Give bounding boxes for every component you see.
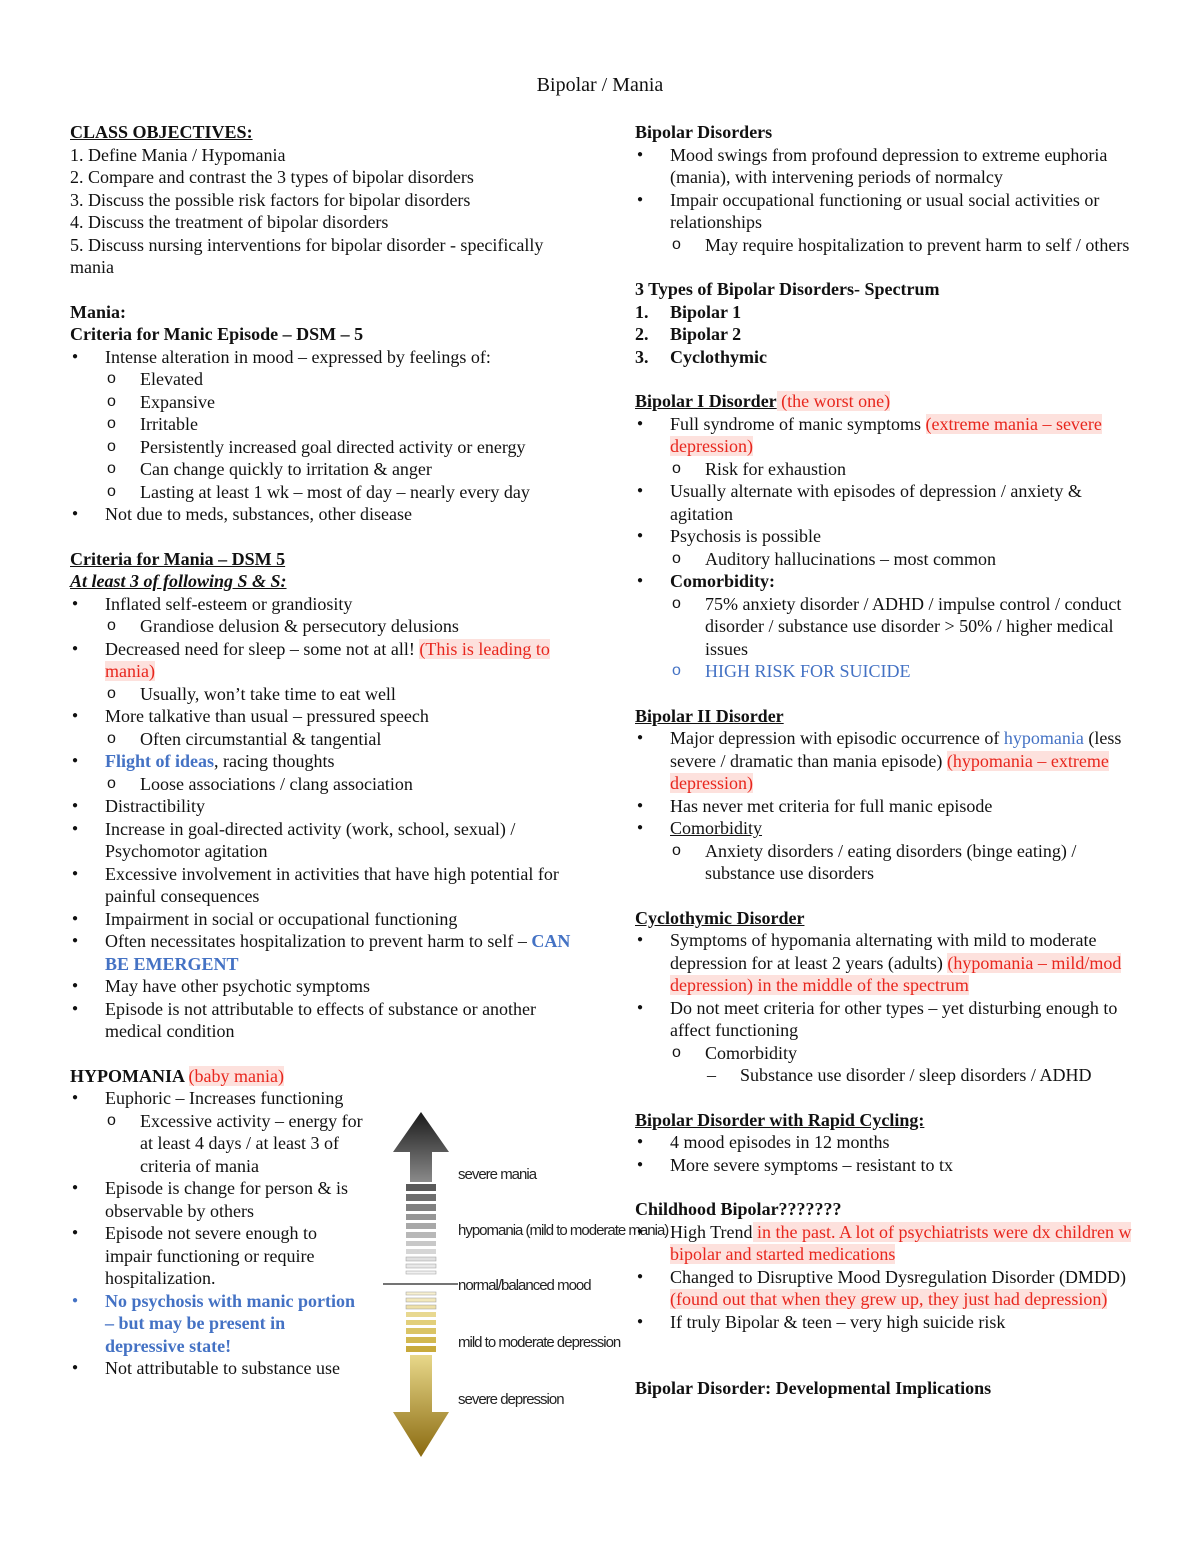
rapid-cycling-list: [635, 1131, 1135, 1176]
types-list: [635, 301, 1135, 369]
red-note: (extreme mania – severe depression): [670, 413, 1102, 456]
sub-item: o Can change quickly to irritation & anger: [105, 458, 590, 481]
red-note: (found out that when they grew up, they just had depression): [670, 1289, 1108, 1309]
sublist: [670, 458, 1135, 481]
scale-bar: [406, 1312, 436, 1317]
types-heading: 3 Types of Bipolar Disorders- Spectrum: [635, 279, 940, 299]
objective-item: 5. Discuss nursing interventions for bipolar disorder - specifically mania: [70, 234, 544, 277]
sublist: [105, 728, 590, 751]
list-item-text: (less severe / dramatic than mania episode): [670, 728, 1122, 771]
criteria-section: [70, 548, 590, 1043]
mood-sublist: [105, 368, 590, 503]
scale-bar: [406, 1337, 436, 1343]
list-item: ● No psychosis with manic portion – but may be present in depressive state!: [70, 1290, 365, 1358]
sub-item: o 75% anxiety disorder / ADHD / impulse control / conduct disorder / substance use disorder > 50% / higher medical issues: [670, 593, 1135, 661]
list-item-text: Changed to Disruptive Mood Dysregulation Disorder (DMDD): [670, 1266, 1126, 1287]
list-item-text: Psychosis is possible: [670, 526, 822, 546]
sub-item: o Risk for exhaustion: [670, 458, 1135, 481]
bipolar-disorders-list: [635, 144, 1135, 257]
criteria-subheading: At least 3 of following S & S:: [70, 571, 287, 591]
bipolar-1-title: Bipolar I Disorder: [635, 391, 777, 411]
right-column: [635, 121, 1135, 1400]
bipolar-disorders-heading: Bipolar Disorders: [635, 122, 773, 142]
bipolar-2-list: [635, 727, 1135, 885]
bipolar-1-section: [635, 390, 1135, 683]
sub-item: o Elevated: [105, 368, 590, 391]
rapid-cycling-section: [635, 1109, 1135, 1177]
down-arrow-head: [393, 1355, 449, 1457]
sub-item: o Auditory hallucinations – most common: [670, 548, 1135, 571]
label-normal-mood: normal/balanced mood: [458, 1277, 591, 1294]
list-item: ● Episode is not attributable to effects of substance or another medical condition: [70, 998, 590, 1043]
sublist: [670, 234, 1135, 257]
list-item: [635, 570, 1135, 683]
list-item-text: Impair occupational functioning or usual social activities or relationships: [670, 189, 1100, 232]
hypomania-text: [70, 1065, 365, 1380]
list-item: [70, 593, 590, 638]
sublist: [670, 548, 1135, 571]
scale-bar: [406, 1271, 436, 1274]
list-item: ● 4 mood episodes in 12 months: [635, 1131, 1135, 1154]
sub-sublist: [705, 1064, 1135, 1087]
type-label: Bipolar 2: [670, 324, 742, 344]
sub-item: o HIGH RISK FOR SUICIDE: [670, 660, 1135, 683]
objectives-list: [70, 144, 590, 279]
scale-bar: [406, 1292, 436, 1295]
scale-bar: [406, 1264, 436, 1268]
list-item: [70, 638, 590, 706]
red-note: (hypomania – extreme depression): [670, 750, 1109, 793]
list-item: ● Episode not severe enough to impair functioning or require hospitalization.: [70, 1222, 365, 1290]
list-item: ● Impairment in social or occupational functioning: [70, 908, 590, 931]
scale-bar: [406, 1194, 436, 1201]
sublist: [105, 1110, 365, 1178]
list-item: ● Increase in goal-directed activity (work, school, sexual) / Psychomotor agitation: [70, 818, 590, 863]
objective-item: 3. Discuss the possible risk factors for bipolar disorders: [70, 189, 471, 210]
type-label: Bipolar 1: [670, 301, 742, 322]
list-item: [70, 930, 590, 975]
list-item-text: Full syndrome of manic symptoms: [670, 413, 926, 434]
mood-spectrum-arrow: [383, 1112, 669, 1467]
blue-emphasis: Flight of ideas: [105, 751, 215, 771]
document-title: Bipolar / Mania: [536, 74, 664, 96]
list-item: ● More severe symptoms – resistant to tx: [635, 1154, 1135, 1177]
list-item: [635, 997, 1135, 1087]
list-item: ● Usually alternate with episodes of depression / anxiety & agitation: [635, 480, 1135, 525]
criteria-heading: Criteria for Mania – DSM 5: [70, 548, 286, 569]
list-item-text: Intense alteration in mood – expressed by feelings of:: [105, 346, 491, 367]
sub-item: o Loose associations / clang association: [105, 773, 590, 796]
list-item: [635, 929, 1135, 997]
childhood-list: [635, 1221, 1135, 1334]
sub-sub-item: – Substance use disorder / sleep disorders / ADHD: [705, 1064, 1135, 1087]
bipolar-1-list: [635, 413, 1135, 683]
sublist: [105, 773, 590, 796]
scale-bar: [406, 1204, 436, 1211]
label-mild-depression: mild to moderate depression: [458, 1334, 621, 1351]
list-item: ● If truly Bipolar & teen – very high suicide risk: [635, 1311, 1135, 1334]
red-note: (hypomania – mild/mod depression) in the middle of the spectrum: [670, 952, 1122, 995]
scale-bar: [406, 1305, 436, 1309]
bipolar-disorders-section: [635, 121, 1135, 256]
list-item-text: Decreased need for sleep – some not at all!: [105, 638, 420, 659]
label-severe-mania: severe mania: [458, 1166, 537, 1183]
childhood-heading: Childhood Bipolar???????: [635, 1199, 842, 1219]
red-note: (baby mania): [188, 1065, 284, 1086]
bipolar-2-heading: Bipolar II Disorder: [635, 705, 784, 726]
developmental-heading: Bipolar Disorder: Developmental Implications: [635, 1378, 992, 1398]
list-item: [70, 1087, 365, 1177]
list-item-text: Comorbidity: [670, 818, 763, 838]
sublist: [105, 683, 590, 706]
objective-item: 1. Define Mania / Hypomania: [70, 144, 286, 165]
list-item: [70, 346, 590, 504]
list-item-text: Often necessitates hospitalization to prevent harm to self –: [105, 931, 532, 951]
list-item: ● Not due to meds, substances, other disease: [70, 503, 590, 526]
scale-bar: [406, 1257, 436, 1261]
list-item: [635, 727, 1135, 795]
list-item: [635, 525, 1135, 570]
scale-bar: [406, 1223, 436, 1229]
type-number: 3.: [635, 346, 649, 367]
sublist: [670, 593, 1135, 683]
hypomania-title: HYPOMANIA: [70, 1065, 184, 1086]
sublist: [105, 615, 590, 638]
bipolar-2-section: [635, 705, 1135, 885]
list-item-text: Major depression with episodic occurrence of: [670, 728, 1004, 748]
scale-bar: [406, 1320, 436, 1325]
scale-bar: [406, 1184, 436, 1191]
cyclothymic-list: [635, 929, 1135, 1087]
scale-bar: [406, 1214, 436, 1220]
types-section: [635, 278, 1135, 368]
scale-bar: [406, 1328, 436, 1334]
up-arrow-head: [393, 1112, 449, 1182]
scale-bar: [406, 1232, 436, 1238]
scale-bar: [406, 1298, 436, 1302]
sub-item: o Excessive activity – energy for at least 4 days / at least 3 of criteria of mania: [105, 1110, 365, 1178]
sub-item: o Irritable: [105, 413, 590, 436]
bipolar-1-heading: [635, 390, 1135, 413]
red-note: (This is leading to mania): [105, 638, 550, 681]
manic-episode-heading: Criteria for Manic Episode – DSM – 5: [70, 324, 364, 344]
list-item: [70, 750, 590, 795]
type-item: [635, 301, 1135, 324]
list-item: ● Distractibility: [70, 795, 590, 818]
sub-item: o Anxiety disorders / eating disorders (binge eating) / substance use disorders: [670, 840, 1135, 885]
list-item-text: Symptoms of hypomania alternating with mild to moderate depression for at least 2 years (adults): [670, 930, 1097, 973]
list-item-text: High Trend: [670, 1221, 753, 1242]
list-item-text: , racing thoughts: [214, 751, 335, 771]
type-item: [635, 323, 1135, 346]
scale-bar: [406, 1241, 436, 1246]
list-item-text: Do not meet criteria for other types – yet disturbing enough to affect functioning: [670, 997, 1118, 1040]
blue-emphasis: CAN BE EMERGENT: [105, 931, 571, 974]
list-item-text: Euphoric – Increases functioning: [105, 1088, 344, 1108]
cyclothymic-heading: Cyclothymic Disorder: [635, 907, 805, 928]
list-item: ● May have other psychotic symptoms: [70, 975, 590, 998]
red-note: in the past. A lot of psychiatrists were dx children w bipolar and started medications: [670, 1221, 1132, 1264]
objective-item: 2. Compare and contrast the 3 types of bipolar disorders: [70, 167, 474, 187]
list-item: ● Episode is change for person & is observable by others: [70, 1177, 365, 1222]
list-item: ● Not attributable to substance use: [70, 1357, 365, 1380]
list-item: ● Has never met criteria for full manic episode: [635, 795, 1135, 818]
type-number: 1.: [635, 301, 649, 322]
sub-item: [670, 1042, 1135, 1087]
list-item: ● Mood swings from profound depression to extreme euphoria (mania), with intervening periods of normalcy: [635, 144, 1135, 189]
sub-item: o Persistently increased goal directed activity or energy: [105, 436, 590, 459]
mania-heading: Mania:: [70, 301, 126, 322]
sub-item: o Usually, won’t take time to eat well: [105, 683, 590, 706]
label-severe-depression: severe depression: [458, 1391, 564, 1408]
hypomania-list: [70, 1087, 365, 1380]
objectives-section: [70, 121, 590, 279]
scale-bar: [406, 1346, 436, 1352]
type-item: [635, 346, 1135, 369]
objectives-heading: CLASS OBJECTIVES:: [70, 122, 253, 142]
list-item: [635, 817, 1135, 885]
cyclothymic-section: [635, 907, 1135, 1087]
sublist: [670, 840, 1135, 885]
objective-item: 4. Discuss the treatment of bipolar disorders: [70, 212, 389, 232]
sub-item: o Often circumstantial & tangential: [105, 728, 590, 751]
sub-item: o Lasting at least 1 wk – most of day – nearly every day: [105, 481, 590, 504]
type-label: Cyclothymic: [670, 346, 767, 367]
mania-section: [70, 301, 590, 526]
list-item: [635, 1266, 1135, 1311]
childhood-section: [635, 1198, 1135, 1333]
scale-bar: [406, 1249, 436, 1254]
type-number: 2.: [635, 324, 649, 344]
list-item-text: Comorbidity:: [670, 571, 775, 591]
mania-list: [70, 346, 590, 526]
sub-item-text: Comorbidity: [705, 1042, 798, 1063]
sublist: [670, 1042, 1135, 1087]
list-item: [70, 705, 590, 750]
sub-item: o May require hospitalization to prevent harm to self / others: [670, 234, 1135, 257]
sub-item: o Grandiose delusion & persecutory delusions: [105, 615, 590, 638]
label-hypomania: hypomania (mild to moderate mania): [458, 1222, 669, 1239]
criteria-list: [70, 593, 590, 1043]
hypomania-heading: [70, 1065, 365, 1088]
list-item: [635, 189, 1135, 257]
sub-item: o Expansive: [105, 391, 590, 414]
rapid-cycling-heading: Bipolar Disorder with Rapid Cycling:: [635, 1109, 925, 1130]
list-item: [635, 1221, 1135, 1266]
red-note: (the worst one): [776, 391, 891, 411]
list-item: ● Excessive involvement in activities that have high potential for painful consequences: [70, 863, 590, 908]
list-item-text: More talkative than usual – pressured speech: [105, 706, 429, 726]
list-item: [635, 413, 1135, 481]
list-item-text: Inflated self-esteem or grandiosity: [105, 593, 353, 614]
blue-term: hypomania: [1003, 728, 1084, 748]
